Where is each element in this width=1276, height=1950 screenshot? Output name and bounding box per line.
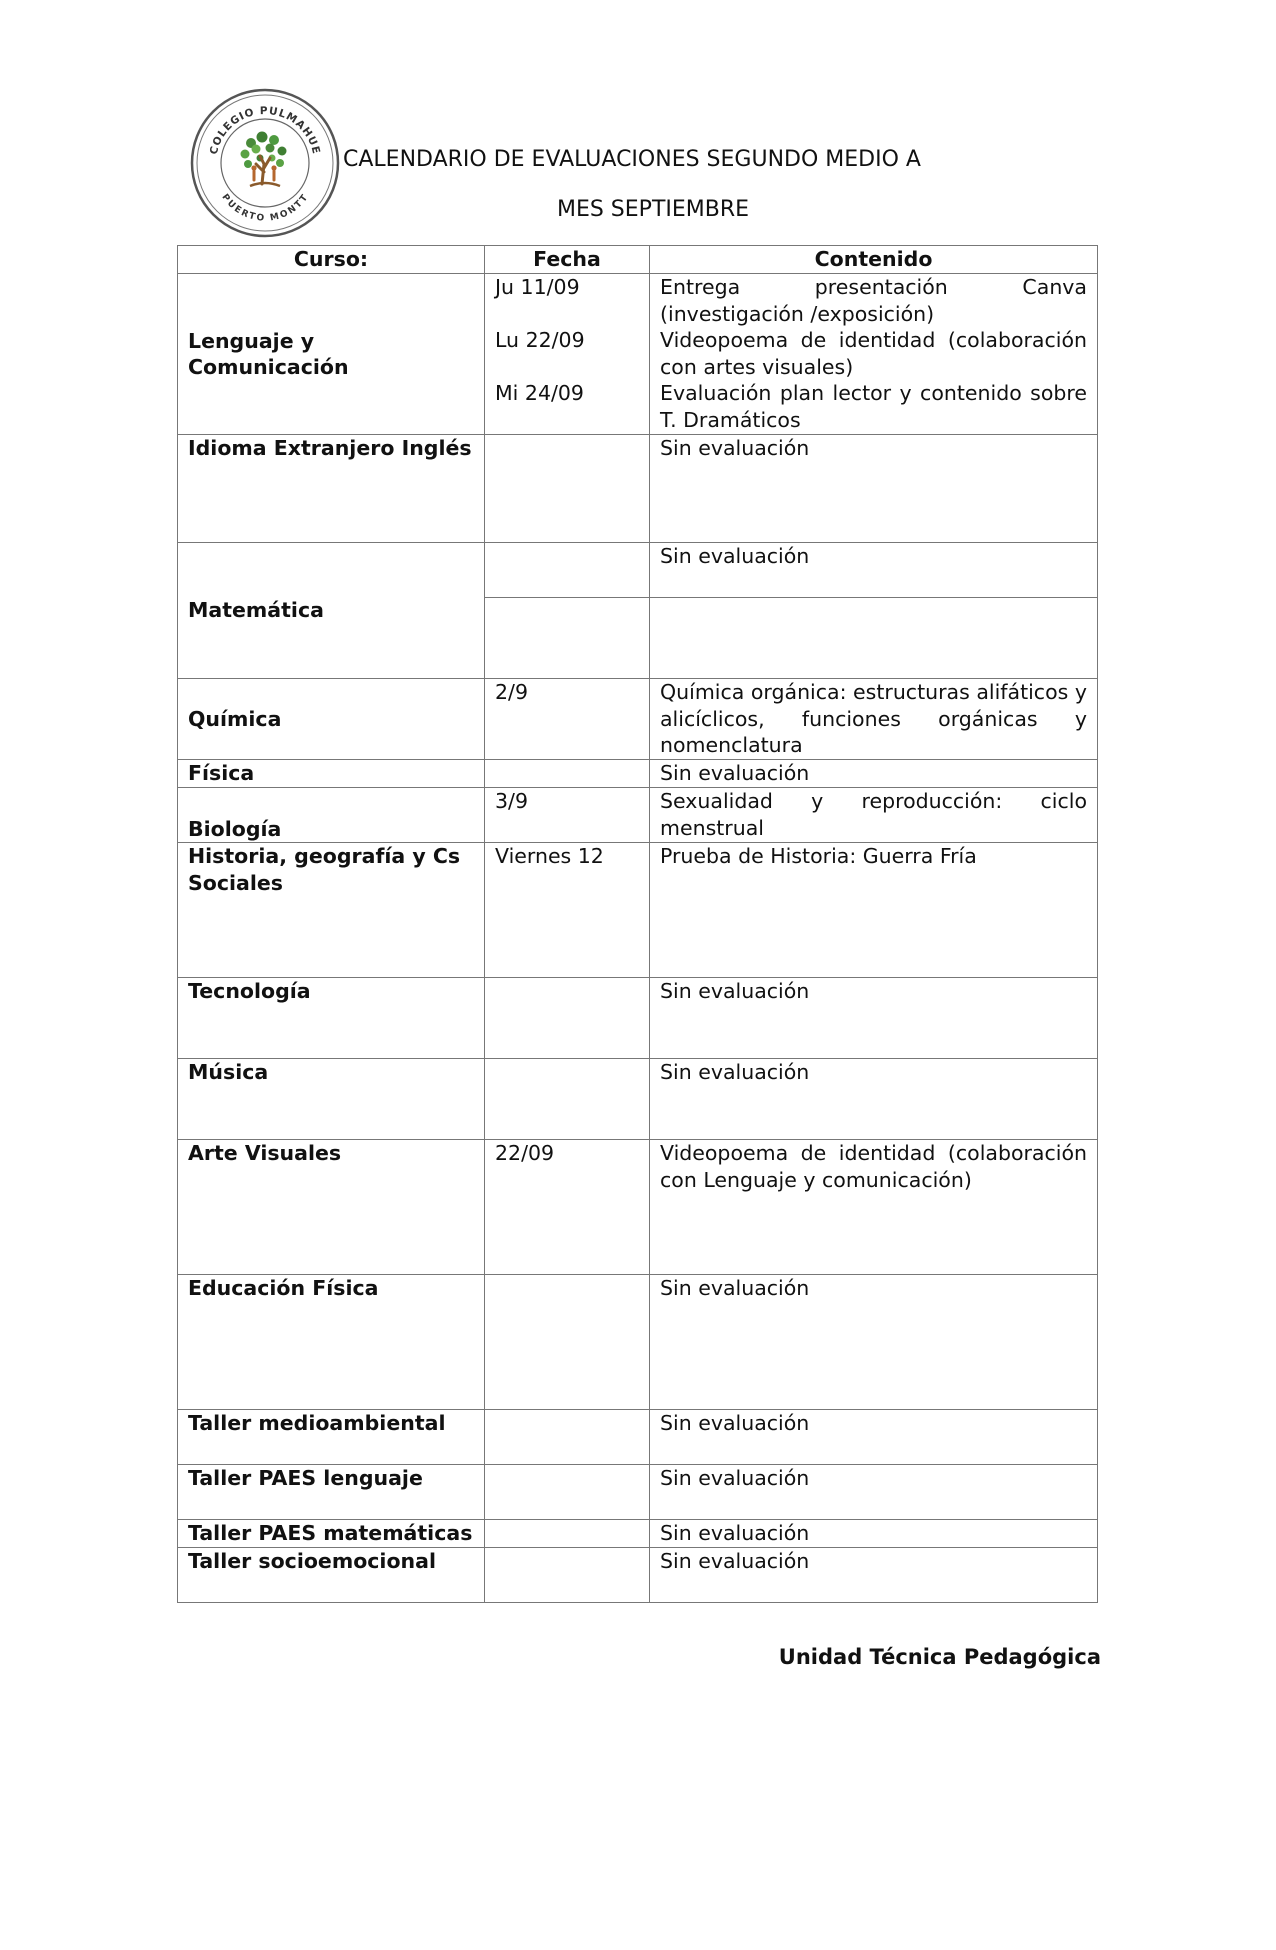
table-row (178, 679, 1098, 760)
course-cell: Tecnología (178, 978, 485, 1059)
course-cell: Química (178, 679, 485, 760)
course-cell: Educación Física (178, 1275, 485, 1410)
course-cell: Física (178, 760, 485, 788)
table-row (178, 435, 1098, 543)
content-cell: Química orgánica: estructuras alifáticos y alicíclicos, funciones orgánicas y nomenclatura (650, 679, 1098, 760)
table-row (178, 1410, 1098, 1465)
content-cell (650, 274, 1098, 435)
course-cell: Música (178, 1059, 485, 1140)
tree-icon (241, 132, 287, 187)
date-cell (485, 598, 650, 679)
content-line: Evaluación plan lector y contenido sobre (660, 381, 1087, 405)
date-cell: 2/9 (485, 679, 650, 760)
evaluation-calendar-table (177, 245, 1098, 1603)
course-cell: Taller PAES lenguaje (178, 1465, 485, 1520)
table-row (178, 843, 1098, 978)
date-cell (485, 1465, 650, 1520)
date-cell (485, 1410, 650, 1465)
date-cell (485, 760, 650, 788)
table-row (178, 760, 1098, 788)
table-row (178, 1059, 1098, 1140)
date-cell: Viernes 12 (485, 843, 650, 978)
course-cell: Idioma Extranjero Inglés (178, 435, 485, 543)
course-cell: Arte Visuales (178, 1140, 485, 1275)
date-cell (485, 274, 650, 435)
page-title: CALENDARIO DE EVALUACIONES SEGUNDO MEDIO A (343, 147, 921, 172)
date-line: Ju 11/09 (495, 275, 580, 299)
date-cell: 3/9 (485, 788, 650, 843)
table-row (178, 788, 1098, 843)
content-cell: Sin evaluación (650, 1548, 1098, 1603)
content-line: Videopoema de identidad (colaboración (660, 328, 1087, 352)
content-cell: Sin evaluación (650, 1275, 1098, 1410)
date-cell (485, 978, 650, 1059)
content-cell: Sin evaluación (650, 543, 1098, 598)
svg-text:PUERTO MONTT: PUERTO MONTT (219, 192, 311, 224)
date-cell (485, 1548, 650, 1603)
content-line: (investigación /exposición) (660, 301, 935, 326)
content-line: Entrega presentación Canva (660, 275, 1087, 299)
content-line: con artes visuales) (660, 354, 854, 379)
content-cell: Sin evaluación (650, 1059, 1098, 1140)
content-cell: Prueba de Historia: Guerra Fría (650, 843, 1098, 978)
table-row (178, 1548, 1098, 1603)
content-cell (650, 598, 1098, 679)
course-cell: Lenguaje y Comunicación (178, 274, 485, 435)
date-cell (485, 1520, 650, 1548)
content-cell: Sin evaluación (650, 978, 1098, 1059)
content-line: T. Dramáticos (660, 407, 801, 432)
course-cell: Taller medioambiental (178, 1410, 485, 1465)
date-cell (485, 435, 650, 543)
date-line: Lu 22/09 (495, 328, 585, 352)
column-header-date: Fecha (485, 246, 650, 274)
content-cell: Sin evaluación (650, 1465, 1098, 1520)
content-cell: Sin evaluación (650, 1410, 1098, 1465)
date-cell: 22/09 (485, 1140, 650, 1275)
table-row (178, 1520, 1098, 1548)
table-row (178, 1140, 1098, 1275)
table-row (178, 978, 1098, 1059)
course-cell: Historia, geografía y Cs Sociales (178, 843, 485, 978)
page-subtitle: MES SEPTIEMBRE (556, 197, 750, 222)
course-cell: Matemática (178, 543, 485, 679)
column-header-content: Contenido (650, 246, 1098, 274)
table-row (178, 1465, 1098, 1520)
table-row (178, 543, 1098, 598)
date-line: Mi 24/09 (495, 381, 584, 405)
column-header-course: Curso: (178, 246, 485, 274)
content-cell: Sin evaluación (650, 435, 1098, 543)
date-cell (485, 543, 650, 598)
content-cell: Sexualidad y reproducción: ciclo menstrual (650, 788, 1098, 843)
svg-text:COLEGIO PULMAHUE: COLEGIO PULMAHUE (207, 104, 323, 156)
course-cell: Biología (178, 788, 485, 843)
table-row (178, 274, 1098, 435)
course-cell: Taller socioemocional (178, 1548, 485, 1603)
date-cell (485, 1059, 650, 1140)
course-cell: Taller PAES matemáticas (178, 1520, 485, 1548)
table-row (178, 1275, 1098, 1410)
footer-signature: Unidad Técnica Pedagógica (778, 1645, 1101, 1669)
content-cell: Sin evaluación (650, 1520, 1098, 1548)
content-cell: Videopoema de identidad (colaboración con Lenguaje y comunicación) (650, 1140, 1098, 1275)
table-header-row (178, 246, 1098, 274)
content-cell: Sin evaluación (650, 760, 1098, 788)
date-cell (485, 1275, 650, 1410)
